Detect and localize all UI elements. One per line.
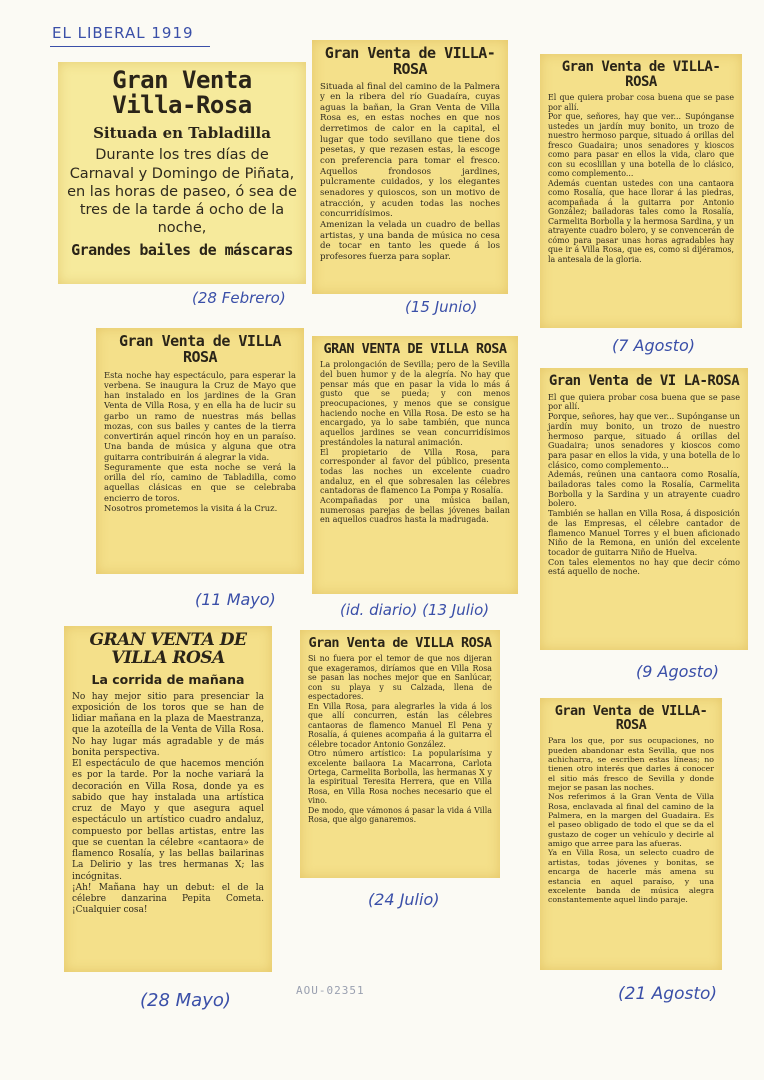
- clipping-24-julio: [300, 630, 500, 878]
- clipping-9-agosto: [540, 368, 748, 650]
- clipping-body: Si no fuera por el temor de que nos dijeran que exageramos, diríamos que en Villa Rosa se pasan las noches mejor que en Sanlúcar, con su playa y su Calzada, llena de espectadores. En Villa Rosa, para alegrarles la vida á los que allí concurren, están las célebres cantaoras de flamenco Manuel El Pena y Rosalía, á quienes acompaña á la guitarra el célebre tocador Antonio González. Otro número artístico: La popularísima y excelente bailaora La Macarrona, Carlota Ortega, Carmelita Borbolla, las hermanas X y la espiritual Teresita Herrera, que en Villa Rosa, en Villa Rosa noches necesario que el vino. De modo, que vámonos á pasar la vida á Villa Rosa, que algo ganaremos.: [308, 654, 492, 825]
- clipping-21-agosto: [540, 698, 722, 970]
- clipping-7-agosto: [540, 54, 742, 328]
- clipping-body: El que quiera probar cosa buena que se pase por allí. Por que, señores, hay que ver... Supónganse ustedes un jardín muy bonito, un trozo de nuestro hermoso parque, situado á orillas del fresco Guadaira; unos senadores y kioscos como para pasar en ellos la vida, claro que con su ecoslillan y una botella de lo clásico, como complemento... Además cuentan ustedes con una cantaora como Rosalía, que hace llorar á las piedras, acompañada á la guitarra por Antonio González; bailadoras tales como la Rosalía, Carmelita Borbolla y la hermosa Sardina, y un atrayente cuadro bolero, y se convencerán de cómo para pasar unas horas agradables hay que ir á Villa Rosa, que es, como si dijéramos, la antesala de la gloria.: [548, 93, 734, 264]
- clipping-title: Gran Venta Villa-Rosa: [112, 66, 252, 120]
- clipping-title: Gran Venta de VILLA ROSA: [308, 635, 492, 651]
- clipping-title: Gran Venta de VILLA ROSA: [118, 332, 282, 366]
- date-note: (15 Junio): [405, 298, 478, 316]
- date-note: (11 Mayo): [195, 590, 276, 609]
- clipping-13-julio: [312, 336, 518, 594]
- clipping-15-junio: [312, 40, 508, 294]
- clipping-subtitle: Situada en Tabladilla: [93, 124, 271, 143]
- clipping-title: Gran Venta de VILLA-ROSA: [561, 59, 721, 90]
- clipping-title: GRAN VENTA DE VILLA ROSA: [89, 630, 247, 668]
- source-note: EL LIBERAL 1919: [52, 24, 194, 42]
- clipping-body: Para los que, por sus ocupaciones, no pueden abandonar esta Sevilla, que nos achicharra, se escriben estas líneas; no tienen otro interés que darles á conocer el sitio más fresco de Sevilla y donde mejor se pasan las noches. Nos referimos á la Gran Venta de Villa Rosa, enclavada al final del camino de la Palmera, en la margen del Guadaira. Es el paseo obligado de todo el que se da el gustazo de coger un vehículo y decirle al amigo que arree para las afueras. Ya en Villa Rosa, un selecto cuadro de artistas, todas jóvenes y bonitas, se encarga de hacerle más amena su estancia en aquel paraíso, y una excelente banda de música alegra constantemente aquel lindo paraje.: [548, 736, 714, 905]
- clipping-body: No hay mejor sitio para presenciar la exposición de los toros que se han de lidiar mañana en la plaza de Maestranza, que la azoteílla de la Venta de Villa Rosa. No hay lugar más agradable y de más bonita perspectiva. El espectáculo de que hacemos mención es por la tarde. Por la noche variará la decoración en Villa Rosa, donde ya es sabido que hay instalada una artística cruz de Mayo y que asegura aquel espectáculo un artístico cuadro andaluz, compuesto por bellas artistas, entre las que se cuentan la célebre «cantaora» de flamenco Rosalía, y las bellas bailarinas La Delirio y las tres hermanas X; las incógnitas. ¡Ah! Mañana hay un debut: el de la célebre danzarina Pepita Cometa. ¡Cualquier cosa!: [72, 691, 264, 916]
- date-note: (21 Agosto): [618, 984, 718, 1004]
- clipping-body: El que quiera probar cosa buena que se pase por allí. Porque, señores, hay que ver... Supónganse un jardín muy bonito, un trozo de nuestro hermoso parque, situado á orillas del Guadaira; unos senadores y kioscos como para pasar en ellos la vida, y una botella de lo clásico, como complemento... Además, reúnen una cantaora como Rosalía, bailadoras tales como la Rosalía, Carmelita Borbolla y la Sardina y un atrayente cuadro bolero. También se hallan en Villa Rosa, á disposición de las Empresas, el célebre cantador de flamenco Manuel Torres y el buen aficionado Niño de la Remona, en unión del excelente tocador de guitarra Niño de Huelva. Con tales elementos no hay que decir cómo está aquello de noche.: [548, 391, 740, 577]
- archive-stamp: AOU-02351: [296, 984, 365, 997]
- clipping-body: Durante los tres días de Carnaval y Domingo de Piñata, en las horas de paseo, ó sea de tres de la tarde á ocho de la noche,: [67, 147, 297, 236]
- clipping-28-febrero: [58, 62, 306, 284]
- clipping-title: Gran Venta de VILLA-ROSA: [554, 703, 708, 734]
- clipping-subtitle: La corrida de mañana: [91, 671, 245, 687]
- date-note: (9 Agosto): [636, 662, 720, 681]
- source-note-underline: [50, 46, 210, 47]
- clipping-footer: Grandes bailes de máscaras: [71, 241, 293, 259]
- clipping-11-mayo: [96, 328, 304, 574]
- clipping-title: Gran Venta de VI LA-ROSA: [548, 373, 740, 389]
- clipping-title: Gran Venta de VILLA-ROSA: [324, 44, 496, 78]
- date-note: (28 Mayo): [140, 990, 231, 1011]
- date-note: (24 Julio): [368, 890, 440, 909]
- clipping-body: La prolongación de Sevilla; pero de la Sevilla del buen humor y de la alegría. No hay que pensar más que en pasar la vida lo más á gusto que se pueda; y con menos preocupaciones, y menos que se consigue haciendo noche en Villa Rosa. De esto se ha encargado, ya lo sabe también, que nunca aquellos jardines se vean concurridísimos prestándoles la natural animación. El propietario de Villa Rosa, para corresponder al favor del público, presenta todas las noches un excelente cuadro andaluz, en el que sobresalen las célebres cantadoras de flamenco La Pompa y Rosalía. Acompañadas por una música bailan, numerosas parejas de bellas jóvenes bailan en aquellos cuadros hasta la madrugada.: [320, 359, 510, 525]
- clipping-title: GRAN VENTA DE VILLA ROSA: [323, 341, 507, 357]
- date-note: (7 Agosto): [612, 336, 696, 355]
- date-note: (28 Febrero): [192, 289, 286, 307]
- clipping-28-mayo: [64, 626, 272, 972]
- clipping-body: Situada al final del camino de la Palmera y en la ribera del río Guadaíra, cuyas aguas la bañan, la Gran Venta de Villa Rosa es, en estas noches en que nos derretimos de calor en la capital, el lugar que todo sevillano que tiene dos pesetas, y que rezasen estas, la escoge con preferencia para tomar el fresco. Aquellos frondosos jardines, pulcramente cuidados, y los elegantes senadores y quioscos, son un motivo de atracción, y acuden todas las noches concurridísimos. Amenizan la velada un cuadro de bellas artistas, y una banda de música no cesa de tocar en tanto les quede á los profesores fuerza para soplar.: [320, 81, 500, 262]
- date-note: (id. diario) (13 Julio): [340, 601, 490, 619]
- clipping-body: Esta noche hay espectáculo, para esperar la verbena. Se inaugura la Cruz de Mayo que han instalado en los jardines de la Gran Venta de Villa Rosa, y en ella ha de lucir su garbo un ramo de nuestras más bellas mozas, con sus bailes y cantes de la tierra convertirán aquel rincón hoy en un paraíso. Una banda de música y alguna que otra guitarra contribuirán á alegrar la vida. Seguramente que esta noche se verá la orilla del río, camino de Tabladilla, como aquellas clásicas en que se celebraba encierro de toros. Nosotros prometemos la visita á la Cruz.: [104, 369, 296, 513]
